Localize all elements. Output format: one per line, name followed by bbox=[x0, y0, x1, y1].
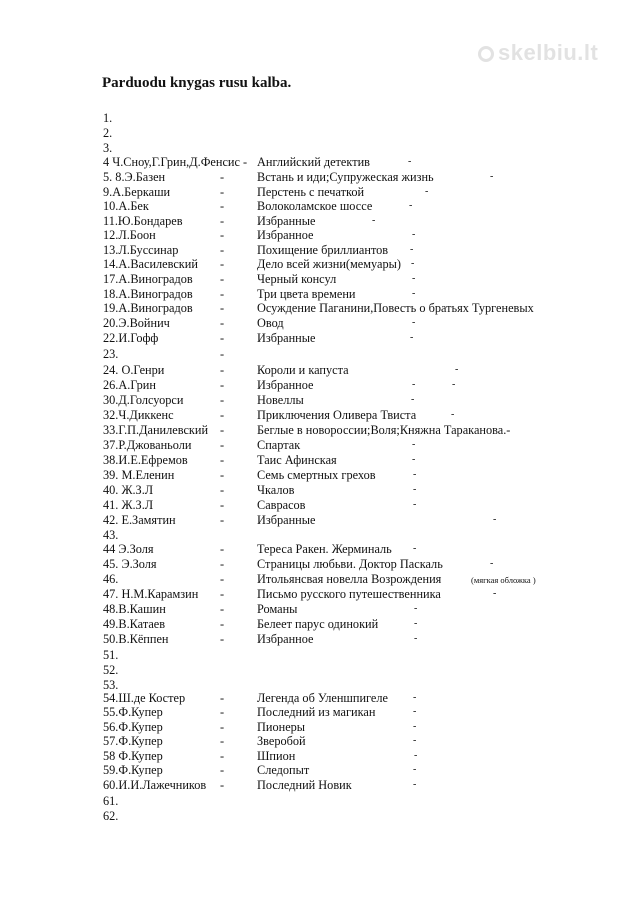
tick-mark: - bbox=[411, 394, 415, 405]
tick-mark: - bbox=[372, 215, 376, 226]
book-title: Короли и капуста bbox=[257, 363, 349, 377]
separator-dash: - bbox=[220, 498, 225, 512]
book-title: Белеет парус одинокий bbox=[257, 617, 379, 631]
book-title: Встань и иди;Супружеская жизнь bbox=[257, 170, 434, 184]
book-title: Страницы любьви. Доктор Паскаль bbox=[257, 557, 443, 571]
book-author: 46. bbox=[103, 572, 119, 586]
book-title: Избранное bbox=[257, 632, 314, 646]
book-author: 38.И.Е.Ефремов bbox=[103, 453, 188, 467]
separator-dash: - bbox=[220, 778, 225, 792]
separator-dash: - bbox=[220, 228, 225, 242]
list-item bbox=[0, 631, 636, 647]
tick-mark: - bbox=[412, 454, 416, 465]
tick-mark: - bbox=[413, 779, 417, 790]
list-item bbox=[0, 571, 636, 587]
book-title: Избранные bbox=[257, 214, 316, 228]
book-title: Следопыт bbox=[257, 763, 310, 777]
tick-mark: - bbox=[451, 409, 455, 420]
tick-mark: - bbox=[414, 618, 418, 629]
book-title: Избранные bbox=[257, 331, 316, 345]
separator-dash: - bbox=[220, 468, 225, 482]
book-author: 39. М.Еленин bbox=[103, 468, 175, 482]
watermark-logo bbox=[478, 40, 598, 66]
tick-mark: - bbox=[493, 514, 497, 525]
book-title: Приключения Оливера Твиста bbox=[257, 408, 417, 422]
list-item bbox=[0, 777, 636, 793]
separator-dash: - bbox=[220, 763, 225, 777]
book-author: 20.Э.Войнич bbox=[103, 316, 170, 330]
book-author: 23. bbox=[103, 347, 119, 361]
book-author: 58 Ф.Купер bbox=[103, 749, 163, 763]
list-item bbox=[0, 154, 636, 170]
book-title: Похищение бриллиантов bbox=[257, 243, 389, 257]
book-author: 17.А.Виноградов bbox=[103, 272, 193, 286]
book-author: 33.Г.П.Данилевский bbox=[103, 423, 209, 437]
tick-mark: - bbox=[413, 469, 417, 480]
book-title: Новеллы bbox=[257, 393, 304, 407]
book-author: 49.В.Катаев bbox=[103, 617, 166, 631]
book-author: 1. bbox=[103, 111, 113, 125]
book-title: Последний Новик bbox=[257, 778, 352, 792]
separator-dash: - bbox=[220, 438, 225, 452]
book-author: 48.В.Кашин bbox=[103, 602, 166, 616]
book-title: Дело всей жизни(мемуары) bbox=[257, 257, 401, 271]
list-item bbox=[0, 271, 636, 287]
tick-mark: - bbox=[490, 171, 494, 182]
book-author: 50.В.Кёппен bbox=[103, 632, 169, 646]
separator-dash: - bbox=[220, 347, 225, 361]
book-author: 52. bbox=[103, 663, 119, 677]
tick-mark: - bbox=[409, 200, 413, 211]
book-author: 10.А.Бек bbox=[103, 199, 149, 213]
separator-dash: - bbox=[220, 720, 225, 734]
list-item bbox=[0, 541, 636, 557]
book-author: 12.Л.Боон bbox=[103, 228, 156, 242]
book-author: 19.А.Виноградов bbox=[103, 301, 193, 315]
tick-mark: - bbox=[412, 317, 416, 328]
book-title: Чкалов bbox=[257, 483, 295, 497]
list-item bbox=[0, 793, 636, 809]
tick-mark: - bbox=[414, 603, 418, 614]
separator-dash: - bbox=[220, 316, 225, 330]
book-title: Английский детектив bbox=[257, 155, 370, 169]
separator-dash: - bbox=[220, 734, 225, 748]
book-title: Черный консул bbox=[257, 272, 337, 286]
book-title: Саврасов bbox=[257, 498, 306, 512]
tick-mark: - bbox=[413, 721, 417, 732]
separator-dash: - bbox=[220, 602, 225, 616]
separator-dash: - bbox=[220, 331, 225, 345]
book-author: 3. bbox=[103, 141, 113, 155]
book-author: 60.И.И.Лажечников bbox=[103, 778, 207, 792]
book-author: 61. bbox=[103, 794, 119, 808]
tick-mark: - bbox=[413, 764, 417, 775]
book-author: 47. Н.М.Карамзин bbox=[103, 587, 199, 601]
book-author: 2. bbox=[103, 126, 113, 140]
list-item bbox=[0, 315, 636, 331]
book-author: 43. bbox=[103, 528, 119, 542]
tick-mark: - bbox=[413, 735, 417, 746]
book-author: 57.Ф.Купер bbox=[103, 734, 163, 748]
separator-dash: - bbox=[220, 272, 225, 286]
separator-dash: - bbox=[220, 572, 225, 586]
tick-mark: - bbox=[412, 273, 416, 284]
book-author: 32.Ч.Диккенс bbox=[103, 408, 174, 422]
book-title: Романы bbox=[257, 602, 298, 616]
book-title: Легенда об Уленшпигеле bbox=[257, 691, 388, 705]
separator-dash: - bbox=[220, 378, 225, 392]
tick-mark: - bbox=[412, 288, 416, 299]
list-item bbox=[0, 256, 636, 272]
book-author: 54.Ш.де Костер bbox=[103, 691, 186, 705]
page-title: Parduodu knygas rusu kalba. bbox=[102, 75, 292, 91]
separator-dash: - bbox=[220, 257, 225, 271]
book-author: 37.Р.Джованьоли bbox=[103, 438, 192, 452]
book-author: 30.Д.Голсуорси bbox=[103, 393, 184, 407]
list-item bbox=[0, 452, 636, 468]
separator-dash: - bbox=[220, 557, 225, 571]
book-title: Осуждение Паганини,Повесть о братьях Тургеневых bbox=[257, 301, 534, 315]
list-item bbox=[0, 556, 636, 572]
list-item bbox=[0, 482, 636, 498]
separator-dash: - bbox=[220, 199, 225, 213]
book-author: 51. bbox=[103, 648, 119, 662]
separator-dash: - bbox=[220, 632, 225, 646]
book-author: 9.А.Беркаши bbox=[103, 185, 171, 199]
tick-mark: - bbox=[455, 364, 459, 375]
separator-dash: - bbox=[220, 691, 225, 705]
book-author: 18.А.Виноградов bbox=[103, 287, 193, 301]
book-author: 14.А.Василевский bbox=[103, 257, 198, 271]
separator-dash: - bbox=[220, 513, 225, 527]
tick-mark: - bbox=[413, 484, 417, 495]
tick-mark: - bbox=[413, 499, 417, 510]
separator-dash: - bbox=[220, 705, 225, 719]
book-author: 42. Е.Замятин bbox=[103, 513, 176, 527]
list-item bbox=[0, 377, 636, 393]
list-item bbox=[0, 733, 636, 749]
book-author: 56.Ф.Купер bbox=[103, 720, 163, 734]
list-item bbox=[0, 497, 636, 513]
tick-mark: - bbox=[452, 379, 456, 390]
book-title: Тереса Ракен. Жерминаль bbox=[257, 542, 392, 556]
book-note: (мягкая обложка ) bbox=[471, 575, 536, 585]
book-title: Таис Афинская bbox=[257, 453, 337, 467]
book-author: 24. О.Генри bbox=[103, 363, 165, 377]
list-item bbox=[0, 647, 636, 663]
list-item bbox=[0, 601, 636, 617]
list-item bbox=[0, 512, 636, 528]
separator-dash: - bbox=[220, 617, 225, 631]
book-title: Зверобой bbox=[257, 734, 306, 748]
book-title: Избранные bbox=[257, 513, 316, 527]
list-item bbox=[0, 330, 636, 346]
book-title: Семь смертных грехов bbox=[257, 468, 376, 482]
list-item bbox=[0, 616, 636, 632]
list-item bbox=[0, 407, 636, 423]
separator-dash: - bbox=[220, 363, 225, 377]
list-item bbox=[0, 227, 636, 243]
tick-mark: - bbox=[410, 332, 414, 343]
book-title: Волоколамское шоссе bbox=[257, 199, 373, 213]
tick-mark: - bbox=[412, 439, 416, 450]
book-author: 13.Л.Буссинар bbox=[103, 243, 179, 257]
list-item bbox=[0, 586, 636, 602]
tick-mark: - bbox=[493, 588, 497, 599]
separator-dash: - bbox=[220, 243, 225, 257]
separator-dash: - bbox=[220, 423, 225, 437]
tick-mark: - bbox=[413, 692, 417, 703]
separator-dash: - bbox=[220, 749, 225, 763]
list-item bbox=[0, 362, 636, 378]
list-item bbox=[0, 198, 636, 214]
tick-mark: - bbox=[413, 706, 417, 717]
list-item bbox=[0, 392, 636, 408]
book-author: 44 Э.Золя bbox=[103, 542, 154, 556]
book-title: Итольянсвая новелла Возрождения bbox=[257, 572, 442, 586]
book-author: 11.Ю.Бондарев bbox=[103, 214, 183, 228]
separator-dash: - bbox=[220, 483, 225, 497]
book-author: 22.И.Гофф bbox=[103, 331, 159, 345]
tick-mark: - bbox=[425, 186, 429, 197]
book-title: Беглые в новороссии;Воля;Княжна Тараканова.- bbox=[257, 423, 511, 437]
book-author: 45. Э.Золя bbox=[103, 557, 157, 571]
book-author: 5. 8.Э.Базен bbox=[103, 170, 166, 184]
separator-dash: - bbox=[220, 393, 225, 407]
list-item bbox=[0, 704, 636, 720]
book-author: 40. Ж.З.Л bbox=[103, 483, 154, 497]
tick-mark: - bbox=[410, 244, 414, 255]
book-title: Овод bbox=[257, 316, 284, 330]
book-title: Перстень с печаткой bbox=[257, 185, 365, 199]
list-item bbox=[0, 169, 636, 185]
tick-mark: - bbox=[490, 558, 494, 569]
tick-mark: - bbox=[411, 258, 415, 269]
book-title: Три цвета времени bbox=[257, 287, 356, 301]
tick-mark: - bbox=[414, 750, 418, 761]
list-item bbox=[0, 808, 636, 824]
tick-mark: - bbox=[412, 379, 416, 390]
separator-dash: - bbox=[220, 287, 225, 301]
logo-icon bbox=[478, 46, 494, 62]
list-item bbox=[0, 762, 636, 778]
list-item bbox=[0, 467, 636, 483]
book-title: Избранное bbox=[257, 228, 314, 242]
separator-dash: - bbox=[220, 185, 225, 199]
book-title: Шпион bbox=[257, 749, 296, 763]
list-item bbox=[0, 300, 636, 316]
tick-mark: - bbox=[413, 543, 417, 554]
tick-mark: - bbox=[412, 229, 416, 240]
book-title: Пионеры bbox=[257, 720, 306, 734]
book-author: 26.А.Грин bbox=[103, 378, 156, 392]
book-author: 53. bbox=[103, 678, 119, 692]
book-author: 4 Ч.Сноу,Г.Грин,Д.Фенсис - bbox=[103, 155, 248, 169]
watermark-text: skelbiu.lt bbox=[498, 40, 599, 65]
list-item bbox=[0, 110, 636, 126]
book-author: 62. bbox=[103, 809, 119, 823]
book-title: Последний из магикан bbox=[257, 705, 376, 719]
list-item bbox=[0, 437, 636, 453]
book-title: Избранное bbox=[257, 378, 314, 392]
separator-dash: - bbox=[220, 170, 225, 184]
list-item bbox=[0, 125, 636, 141]
separator-dash: - bbox=[220, 301, 225, 315]
separator-dash: - bbox=[220, 214, 225, 228]
list-item bbox=[0, 662, 636, 678]
book-title: Письмо русского путешественника bbox=[257, 587, 441, 601]
separator-dash: - bbox=[220, 408, 225, 422]
book-author: 55.Ф.Купер bbox=[103, 705, 163, 719]
book-author: 41. Ж.З.Л bbox=[103, 498, 154, 512]
tick-mark: - bbox=[408, 156, 412, 167]
list-item bbox=[0, 346, 636, 362]
book-author: 59.Ф.Купер bbox=[103, 763, 163, 777]
separator-dash: - bbox=[220, 587, 225, 601]
separator-dash: - bbox=[220, 453, 225, 467]
tick-mark: - bbox=[414, 633, 418, 644]
separator-dash: - bbox=[220, 542, 225, 556]
list-item bbox=[0, 422, 636, 438]
book-title: Спартак bbox=[257, 438, 301, 452]
